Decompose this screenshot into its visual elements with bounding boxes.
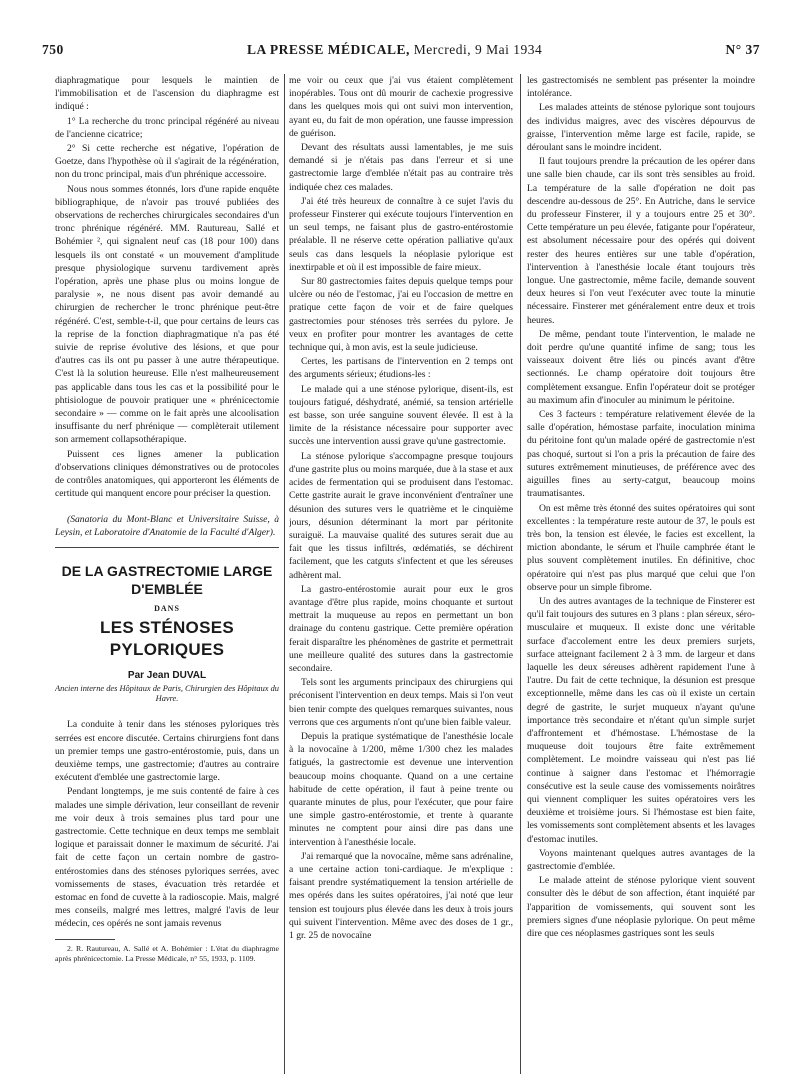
footnote-separator xyxy=(55,939,115,940)
paragraph: 1° La recherche du tronc principal régénéré au niveau de l'ancienne cicatrice; xyxy=(55,115,279,140)
paragraph: La gastro-entérostomie aurait pour eux le gros avantage d'être plus rapide, moins choquante et surtout mettrait la muqueuse au repos en permettant un bon drainage du contenu gastrique. Cette première opération ferait disparaître les phénomènes de gastrite et permettrait une meilleure qualité des sutures dans la gastrectomie secondaire. xyxy=(289,583,513,674)
paragraph: Voyons maintenant quelques autres avantages de la gastrectomie d'emblée. xyxy=(527,847,755,872)
column-middle xyxy=(289,74,513,1074)
column-right xyxy=(527,74,755,1074)
author-affiliation-note: (Sanatoria du Mont-Blanc et Universitaire Suisse, à Leysin, et Laboratoire d'Anatomie de la Faculté d'Alger). xyxy=(55,513,279,538)
paragraph: me voir ou ceux que j'ai vus étaient complètement inopérables. Tous ont dû mourir de cachexie progressive dans les quelques mois qui ont suivi mon intervention, ayant eu, du fait de mon opération, une fausse impression de guérison. xyxy=(289,75,513,139)
paragraph: La sténose pylorique s'accompagne presque toujours d'une gastrite plus ou moins marquée, due à la stase et aux acides de fermentation qui se produisent dans l'estomac. Cette gastrite aurait le grave inconvénient d'entraîner une désunion des sutures vers le quatrième et le cinquième jours, désunion déterminant la mort par péritonite suraiguë. La mauvaise qualité des sutures serait due au fait que les tissus infiltrés, œdématiés, se déchirent facilement, que les catguts s'infectent et que les séreuses adhèrent mal. xyxy=(289,450,513,581)
paragraph: 2° Si cette recherche est négative, l'opération de Goetze, dans l'hypothèse où il s'agirait de la régénération, non du tronc principal, mais d'un phrénique accessoire. xyxy=(55,143,279,181)
article-title-connector: DANS xyxy=(154,603,180,613)
paragraph: Le malade atteint de sténose pylorique vient souvent consulter dès le début de son affection, étant inquiété par l'apparition de vomissements, qui souvent sont les premiers signes d'une néoplasie pylorique. On peut même dire que ces néoplasmes gastriques sont les seuls xyxy=(527,875,755,939)
paragraph: Ces 3 facteurs : température relativement élevée de la salle d'opération, hémostase parfaite, inoculation minima du péritoine font qu'un malade opéré de gastrectomie n'est pas choqué, surtout si l'on a pris la précaution de faire des sutures extrêmement minutieuses, de préférence avec des aiguilles fines au serty-catgut, beaucoup moins traumatisantes. xyxy=(527,409,755,500)
journal-title: LA PRESSE MÉDICALE, xyxy=(246,42,410,57)
issue-date: Mercredi, 9 Mai 1934 xyxy=(413,42,543,57)
paragraph: On est même très étonné des suites opératoires qui sont excellentes : la température reste autour de 37, le pouls est très bon, la tension est élevée, le facies est excellent, la miction abondante, le sérum et l'huile camphrée étant le plus souvent complètement inutiles. En définitive, choc opératoire qui n'est pas plus marqué que celui que l'on observe pour un simple fibrome. xyxy=(527,502,755,593)
paragraph: Pendant longtemps, je me suis contenté de faire à ces malades une simple dérivation, leur conseillant de revenir me voir deux à trois semaines plus tard pour une gastrectomie. Cette technique en deux temps me semblait logique et paraissait donner le maximum de sécurité. J'ai fait de cette façon un certain nombre de gastro-entérostomies dans des sténoses pyloriques serrées, avec vomissements de stases, évacuation très retardée et estomac en fond de cuvette à la radioscopie. Mais, malgré mes conseils, malgré mes lettres, malgré l'avis de leur médecin, ces opérés ne sont jamais revenus xyxy=(55,786,279,930)
paragraph: Il faut toujours prendre la précaution de les opérer dans une salle bien chaude, car ils sont très sensibles au froid. La température de la salle d'opération ne doit pas descendre au-dessous de 25°. En Autriche, dans le service du professeur Finsterer, il y a toujours entre 25 et 30°. Cette température un peu élevée, fatigante pour l'opérateur, est absolument nécessaire pour des opérés qui doivent rester des heures entières sur une table d'opération, l'intervention à l'anesthésie locale étant toujours très longue. Une gastrectomie, même facile, demande souvent deux heures si l'on veut l'exécuter avec toute la minutie nécessaire. Finsterer met généralement entre deux et trois heures. xyxy=(527,156,755,326)
paragraph: Puissent ces lignes amener la publication d'observations cliniques démonstratives ou de protocoles de contrôles anatomiques, qui apporteront les éléments de certitude qui manquent encore pour préciser la question. xyxy=(55,448,279,500)
column-divider xyxy=(520,74,521,1074)
paragraph: Le malade qui a une sténose pylorique, disent-ils, est toujours fatigué, déshydraté, anémié, sa tension artérielle est basse, son urée sanguine souvent élevée. Il est à la limite de la résistance nécessaire pour supporter avec succès une intervention aussi grave qu'une gastrectomie. xyxy=(289,383,513,448)
column-divider xyxy=(284,74,285,1074)
issue-number: N° 37 xyxy=(725,42,760,57)
article-main-title: LES STÉNOSES PYLORIQUES xyxy=(100,618,234,660)
column-left xyxy=(55,74,279,1074)
paragraph: Devant des résultats aussi lamentables, je me suis demandé si je n'étais pas dans l'erreur et si une gastrectomie large d'emblée n'était pas au contraire très indiquée chez ces malades. xyxy=(289,142,513,193)
paragraph: Depuis la pratique systématique de l'anesthésie locale à la novocaïne à 1/200, même 1/300 chez les malades fatigués, la gastrectomie est devenue une intervention beaucoup moins choquante. Quand on a une certaine habitude de cette opération, il faut à peine trente ou quarante minutes de plus, pour l'exécuter, que pour faire une simple gastro-entérostomie, et trente à quarante minutes ne comptent pour ainsi dire pas dans une intervention à l'anesthésie locale. xyxy=(289,730,513,848)
article-author-affiliation: Ancien interne des Hôpitaux de Paris, Chirurgien des Hôpitaux du Havre. xyxy=(55,684,279,704)
footnote: 2. R. Rautureau, A. Sallé et A. Bohémier : L'état du diaphragme après phrénicectomie. La Presse Médicale, n° 55, 1933, p. 1109. xyxy=(55,943,279,963)
paragraph: La conduite à tenir dans les sténoses pyloriques très serrées est encore discutée. Certains chirurgiens font dans un premier temps une gastro-entérostomie, puis, dans un deuxième temps, une gastrectomie; d'autres au contraire exécutent d'emblée une gastrectomie large. xyxy=(55,719,279,784)
journal-title-line xyxy=(247,42,542,58)
paragraph: J'ai remarqué que la novocaïne, même sans adrénaline, a une certaine action toni-cardiaque. Je m'explique : faisant prendre systématiquement la tension artérielle de mes opérés dans les suites opératoires, j'ai noté que leur tension est toujours plus élevée dans les deux à trois jours qui suivent l'intervention. Même avec des doses de 1 gr., 1 gr. 25 de novocaïne xyxy=(289,850,513,941)
paragraph: De même, pendant toute l'intervention, le malade ne doit perdre qu'une quantité infime de sang; tous les vaisseaux doivent être liés ou pincés avant d'être sectionnés. Le champ opératoire doit toujours être complètement exsangue. Enfin l'opérateur doit se protéger au maximum afin d'inoculer au minimum le péritoine. xyxy=(527,328,755,406)
paragraph: Tels sont les arguments principaux des chirurgiens qui préconisent l'intervention en deux temps. Mais si l'on veut bien tenir compte des quelques remarques suivantes, nous verrons que ces arguments n'ont qu'une bien faible valeur. xyxy=(289,677,513,728)
paragraph: Sur 80 gastrectomies faites depuis quelque temps pour ulcère ou néo de l'estomac, j'ai eu l'occasion de mettre en pratique cette façon de voir et de faire quelques gastrectomies pour sténoses très serrées du pylore. Je veux en profiter pour montrer les avantages de cette technique qui, à mon avis, est la seule judicieuse. xyxy=(289,276,513,354)
paragraph: Un des autres avantages de la technique de Finsterer est qu'il fait toujours des sutures en 3 plans : plan séreux, séro-musculaire et muqueux. Il existe donc une véritable surface d'accolement entre les deux premiers surjets, surface atteignant facilement 2 à 3 mm. de largeur et dans laquelle les deux séreuses adhèrent rapidement l'une à l'autre. Du fait de cette technique, la désunion est presque exceptionnelle, même dans les cas où il existe un certain degré de gastrite, le surjet muqueux n'ayant qu'une importance très secondaire et n'étant qu'un simple surjet d'affrontement et d'hémostase. L'hémostase de la muqueuse doit toujours être faite extrêmement complètement. Le moindre vaisseau qui n'est pas lié continue à saigner dans l'estomac et l'hémorragie consécutive est la seule cause des vomissements noirâtres qui viennent compliquer les suites opératoires vers les deuxième et troisième jours. Si l'hémostase est bien faite, les vomissements sont complètement absents et les lavages d'estomac inutiles. xyxy=(527,595,755,845)
paragraph: Nous nous sommes étonnés, lors d'une rapide enquête bibliographique, de n'avoir pas trouvé publiées des observations de recherches chirurgicales secondaires d'un tronc phrénique régénéré. MM. Rautureau, Sallé et Bohémier ², qui signalent neuf cas (18 pour 100) dans lesquels ils ont constaté « un mouvement d'amplitude presque physiologique survenu tardivement après l'opération, après une phase plus ou moins longue de paralysie », ne nous disent pas avoir demandé au chirurgien de rechercher le tronc phrénique peut-être régénéré. C'est, semble-t-il, que pour certains de leurs cas la reprise de la fonction diaphragmatique n'a pas été suivie de reprise évolutive des lésions, et que pour d'autres cas ils ont pu passer à une autre thérapeutique. C'est là la solution heureuse. Elle n'est malheureusement pas applicable dans tous les cas et la possibilité pour le phtisiologue de pouvoir pratiquer une « phrénicectomie secondaire » — comme on le fait après une alcoolisation insuffisante du nerf phrénique — complèterait utilement son armement collapsothérapique. xyxy=(55,183,279,446)
article-title: DE LA GASTRECTOMIE LARGE D'EMBLÉE xyxy=(61,562,273,597)
page-header xyxy=(42,42,760,66)
paragraph: les gastrectomisés ne semblent pas présenter la moindre intolérance. xyxy=(527,75,755,100)
paragraph: Certes, les partisans de l'intervention en 2 temps ont des arguments sérieux; étudions-les : xyxy=(289,356,513,381)
paragraph: diaphragmatique pour lesquels le maintien de l'immobilisation et de l'ascension du diaphragme est indiqué : xyxy=(55,75,279,113)
paragraph: Les malades atteints de sténose pylorique sont toujours des individus maigres, avec des viscères dépourvus de graisse, l'intervention même large est facile, rapide, se déroulant sans le moindre incident. xyxy=(527,102,755,154)
article-author: Par Jean DUVAL xyxy=(127,670,207,682)
article-separator xyxy=(55,547,279,548)
paragraph: J'ai été très heureux de connaître à ce sujet l'avis du professeur Finsterer qui exécute toujours l'intervention en un seul temps, ne faisant plus de gastro-entérostomie préalable. Il ne réserve cette opération palliative qu'aux seuls cas dans lesquels la néoplasie pylorique est inextirpable et où il est impossible de faire mieux. xyxy=(289,195,513,273)
page-number: 750 xyxy=(42,42,64,57)
